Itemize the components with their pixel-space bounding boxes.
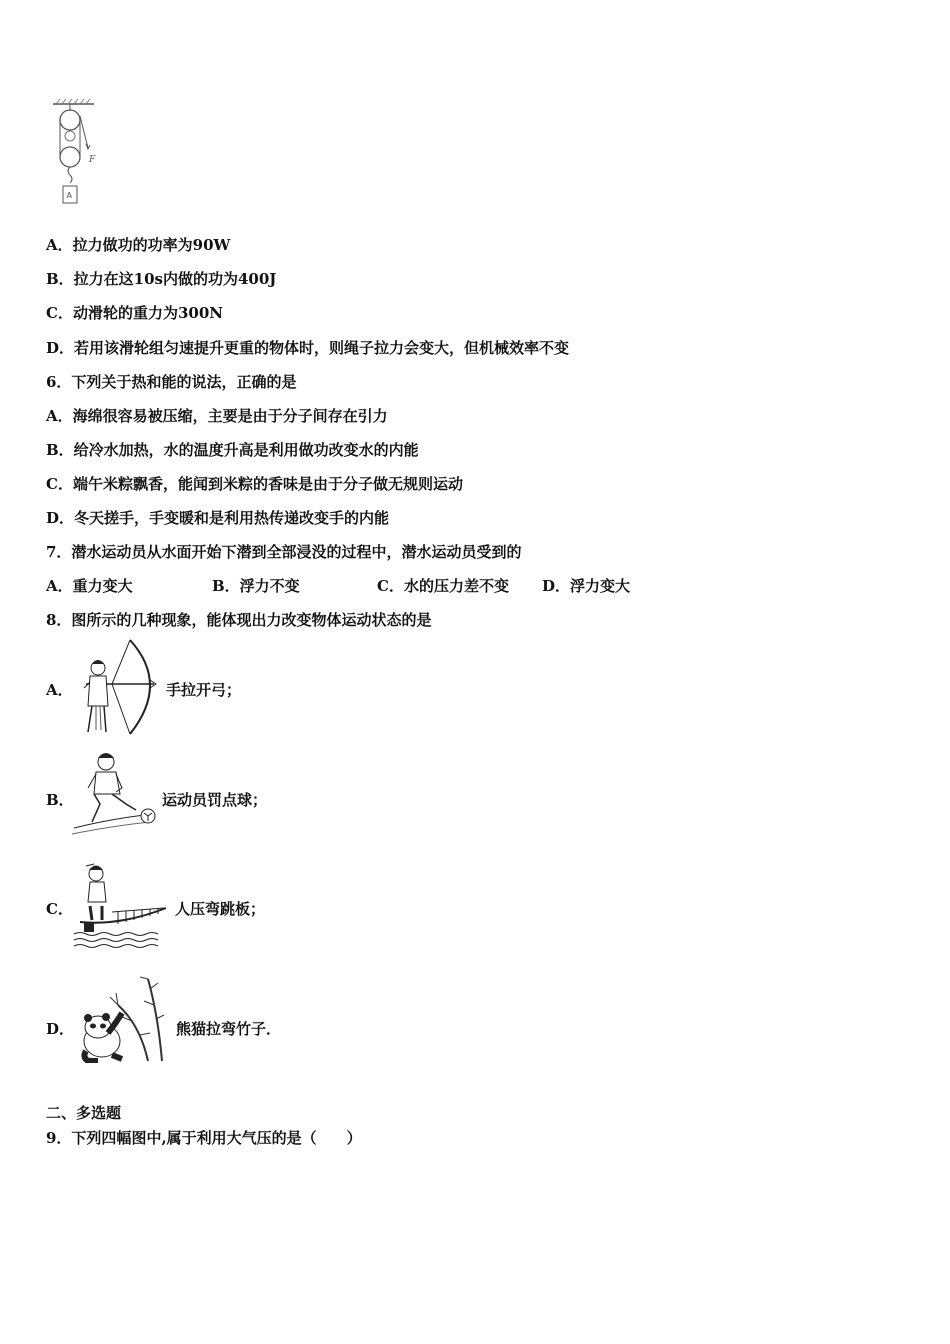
q7-options: [46, 576, 630, 596]
q8-option-a-caption: 手拉开弓；: [166, 681, 242, 699]
q6-option-a: A．海绵很容易被压缩，主要是由于分子间存在引力: [46, 407, 388, 425]
q6-option-c: C．端午米粽飘香，能闻到米粽的香味是由于分子做无规则运动: [46, 475, 463, 493]
q8-option-b-caption: 运动员罚点球；: [162, 791, 268, 809]
q5-option-b: B．拉力在这10s内做的功为400J: [46, 270, 277, 288]
q5-option-a: A．拉力做功的功率为90W: [46, 236, 231, 254]
q5-option-d: D．若用该滑轮组匀速提升更重的物体时，则绳子拉力会变大，但机械效率不变: [46, 339, 570, 357]
archer-figure: [72, 638, 160, 736]
q7-option-b: B．浮力不变: [212, 577, 300, 595]
soccer-figure: [70, 750, 160, 838]
q6-option-d: D．冬天搓手，手变暖和是利用热传递改变手的内能: [46, 509, 390, 527]
q8-stem: 8．图所示的几种现象，能体现出力改变物体运动状态的是: [46, 611, 432, 629]
panda-figure: [78, 975, 170, 1063]
section-title: 二、多选题: [46, 1104, 122, 1122]
q8-option-d-letter: D．: [46, 1020, 75, 1038]
diving-board-figure: [72, 862, 168, 950]
q7-option-d: D．浮力变大: [542, 577, 631, 595]
q9-stem: 9．下列四幅图中,属于利用大气压的是（ ）: [46, 1129, 362, 1147]
q7-stem: 7．潜水运动员从水面开始下潜到全部浸没的过程中，潜水运动员受到的: [46, 543, 522, 561]
q8-option-c-caption: 人压弯跳板；: [175, 900, 266, 918]
q7-option-c: C．水的压力差不变: [377, 577, 509, 595]
q8-option-b-letter: B．: [46, 791, 74, 809]
force-label: F: [89, 155, 96, 165]
q5-option-c: C．动滑轮的重力为300N: [46, 304, 223, 322]
pulley-figure: [50, 96, 110, 211]
q7-option-a: A．重力变大: [46, 577, 133, 595]
block-label: A: [66, 191, 72, 200]
q6-stem: 6．下列关于热和能的说法，正确的是: [46, 373, 297, 391]
q8-option-a-letter: A．: [46, 681, 73, 699]
q8-option-c-letter: C．: [46, 900, 73, 918]
q6-option-b: B．给冷水加热，水的温度升高是利用做功改变水的内能: [46, 441, 419, 459]
q8-option-d-caption: 熊猫拉弯竹子．: [176, 1020, 282, 1038]
